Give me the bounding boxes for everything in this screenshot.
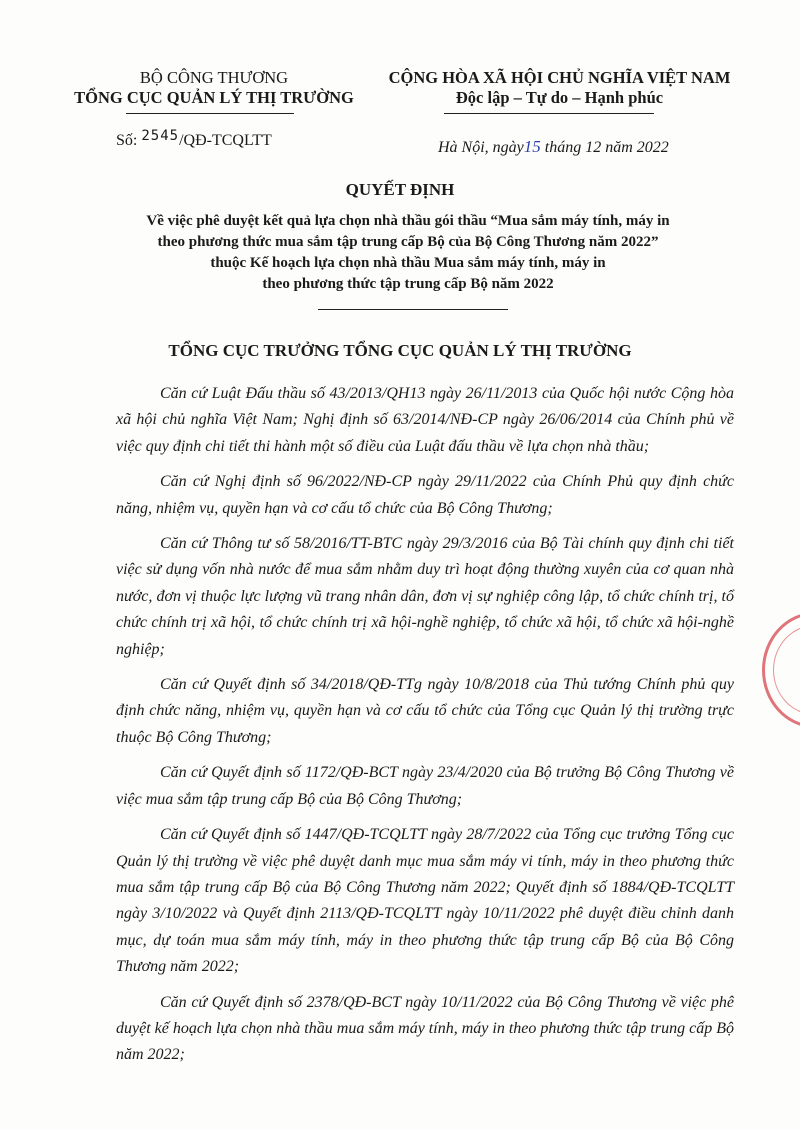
issuer-block bbox=[64, 68, 364, 108]
subject-line: Về việc phê duyệt kết quả lựa chọn nhà thầu gói thầu “Mua sắm máy tính, máy in bbox=[146, 213, 670, 229]
doc-number-prefix: Số: bbox=[116, 132, 142, 149]
legal-basis-paragraph: Căn cứ Luật Đấu thầu số 43/2013/QH13 ngày 26/11/2013 của Quốc hội nước Cộng hòa xã hội chủ nghĩa Việt Nam; Nghị định số 63/2014/NĐ-CP ngày 26/06/2014 của Chính phủ về việc quy định chi tiết thi hành một số điều của Luật đấu thầu về lựa chọn nhà thầu; bbox=[116, 385, 734, 455]
subject-line: theo phương thức tập trung cấp Bộ năm 2022 bbox=[262, 276, 554, 292]
department-name: TỔNG CỤC QUẢN LÝ THỊ TRƯỜNG bbox=[74, 88, 354, 107]
legal-basis-paragraph: Căn cứ Quyết định số 34/2018/QĐ-TTg ngày 10/8/2018 của Thủ tướng Chính phủ quy định chức năng, nhiệm vụ, quyền hạn và cơ cấu tổ chức của Tổng cục Quản lý thị trường trực thuộc Bộ Công Thương; bbox=[116, 676, 734, 746]
legal-basis-paragraph: Căn cứ Thông tư số 58/2016/TT-BTC ngày 29/3/2016 của Bộ Tài chính quy định chi tiết việc sử dụng vốn nhà nước để mua sắm nhằm duy trì hoạt động thường xuyên của cơ quan nhà nước, đơn vị thuộc lực lượng vũ trang nhân dân, đơn vị sự nghiệp công lập, tổ chức chính trị, tổ chức chính trị xã hội, tổ chức chính trị xã hội-nghề nghiệp, tổ chức xã hội, tổ chức xã hội-nghề nghiệp; bbox=[116, 535, 734, 658]
issuer-underline bbox=[126, 113, 294, 114]
national-motto: Độc lập – Tự do – Hạnh phúc bbox=[455, 88, 664, 107]
legal-basis-paragraph: Căn cứ Quyết định số 1172/QĐ-BCT ngày 23/4/2020 của Bộ trưởng Bộ Công Thương về việc mua sắm tập trung cấp Bộ của Bộ Công Thương; bbox=[116, 764, 734, 808]
motto-underline bbox=[444, 113, 654, 114]
ministry-name: BỘ CÔNG THƯƠNG bbox=[139, 68, 289, 87]
legal-basis-paragraph: Căn cứ Quyết định số 2378/QĐ-BCT ngày 10/11/2022 của Bộ Công Thương về việc phê duyệt kế hoạch lựa chọn nhà thầu mua sắm máy tính, máy in theo phương thức tập trung cấp Bộ năm 2022; bbox=[116, 993, 734, 1064]
subject-underline bbox=[318, 309, 508, 310]
date-day-handwritten: 15 bbox=[523, 137, 541, 156]
date-rest: tháng 12 năm 2022 bbox=[540, 139, 669, 156]
doc-number-stamped: 2545 bbox=[141, 128, 180, 144]
date-prefix: Hà Nội, ngày bbox=[438, 139, 524, 156]
document-number bbox=[116, 128, 272, 150]
document-body bbox=[116, 381, 734, 1078]
issue-date bbox=[438, 137, 669, 157]
document-subject bbox=[88, 211, 728, 295]
legal-basis-paragraph: Căn cứ Quyết định số 1447/QĐ-TCQLTT ngày 28/7/2022 của Tổng cục trưởng Tổng cục Quản lý thị trường về việc phê duyệt danh mục mua sắm máy vi tính, máy in theo phương thức mua sắm tập trung cấp Bộ của Bộ Công Thương năm 2022; Quyết định số 1884/QĐ-TCQLTT ngày 3/10/2022 và Quyết định 2113/QĐ-TCQLTT ngày 10/11/2022 phê duyệt điều chỉnh danh mục, dự toán mua sắm máy tính, máy in theo phương thức tập trung cấp Bộ của Bộ Công Thương năm 2022; bbox=[116, 826, 734, 976]
doc-number-suffix: /QĐ-TCQLTT bbox=[179, 132, 272, 149]
nation-name: CỘNG HÒA XÃ HỘI CHỦ NGHĨA VIỆT NAM bbox=[388, 68, 731, 87]
subject-line: theo phương thức mua sắm tập trung cấp Bộ của Bộ Công Thương năm 2022” bbox=[157, 234, 659, 250]
seal-inner-ring bbox=[773, 625, 800, 715]
red-seal-stamp bbox=[762, 612, 800, 728]
document-title: QUYẾT ĐỊNH bbox=[345, 180, 455, 199]
subject-line: thuộc Kế hoạch lựa chọn nhà thầu Mua sắm máy tính, máy in bbox=[210, 255, 606, 271]
national-header bbox=[382, 68, 737, 108]
issuing-authority: TỔNG CỤC TRƯỞNG TỔNG CỤC QUẢN LÝ THỊ TRƯỜNG bbox=[168, 341, 632, 360]
legal-basis-paragraph: Căn cứ Nghị định số 96/2022/NĐ-CP ngày 29/11/2022 của Chính Phủ quy định chức năng, nhiệm vụ, quyền hạn và cơ cấu tổ chức của Bộ Công Thương; bbox=[116, 473, 734, 517]
